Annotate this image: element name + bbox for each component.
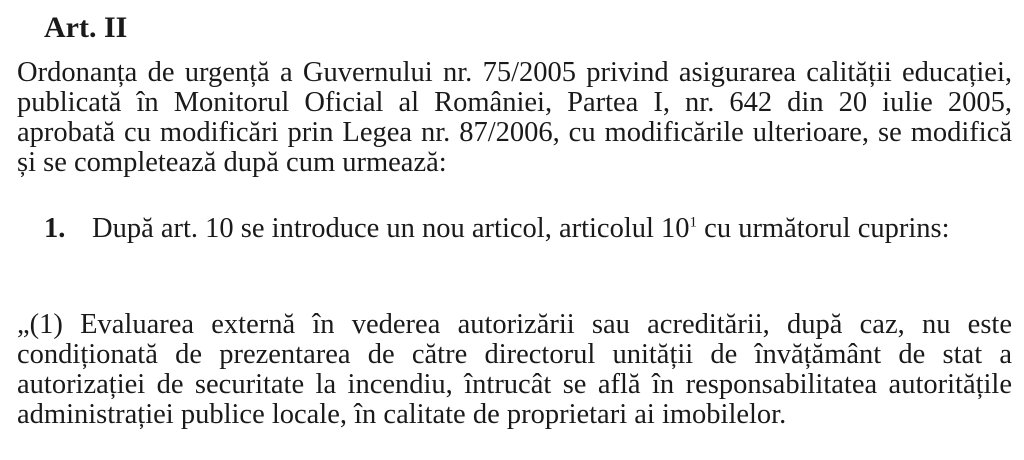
list-item-text-before: După art. 10 se introduce un nou articol, articolul 10 — [92, 213, 690, 244]
list-item-text — [92, 214, 1012, 244]
list-item-1 — [44, 214, 1012, 244]
list-item-number: 1. — [44, 213, 66, 244]
quoted-paragraph: „(1) Evaluarea externă în vederea autorizării sau acreditării, după caz, nu este condiționată de prezentarea de către directorul unității de învățământ de stat a autorizației de securitate la incendiu, întrucât se află în responsabilitatea autoritățile administrației publice locale, în calitate de proprietari ai imobilelor. — [17, 309, 1012, 430]
list-item-text-after: cu următorul cuprins: — [697, 213, 950, 244]
article-superscript: 1 — [689, 214, 698, 231]
intro-paragraph: Ordonanța de urgență a Guvernului nr. 75/2005 privind asigurarea calității educației, publicată în Monitorul Oficial al României, Partea I, nr. 642 din 20 iulie 2005, aprobată cu modificări prin Legea nr. 87/2006, cu modificările ulterioare, se modifică și se completează după cum urmează: — [17, 57, 1012, 178]
article-heading: Art. II — [44, 11, 128, 44]
